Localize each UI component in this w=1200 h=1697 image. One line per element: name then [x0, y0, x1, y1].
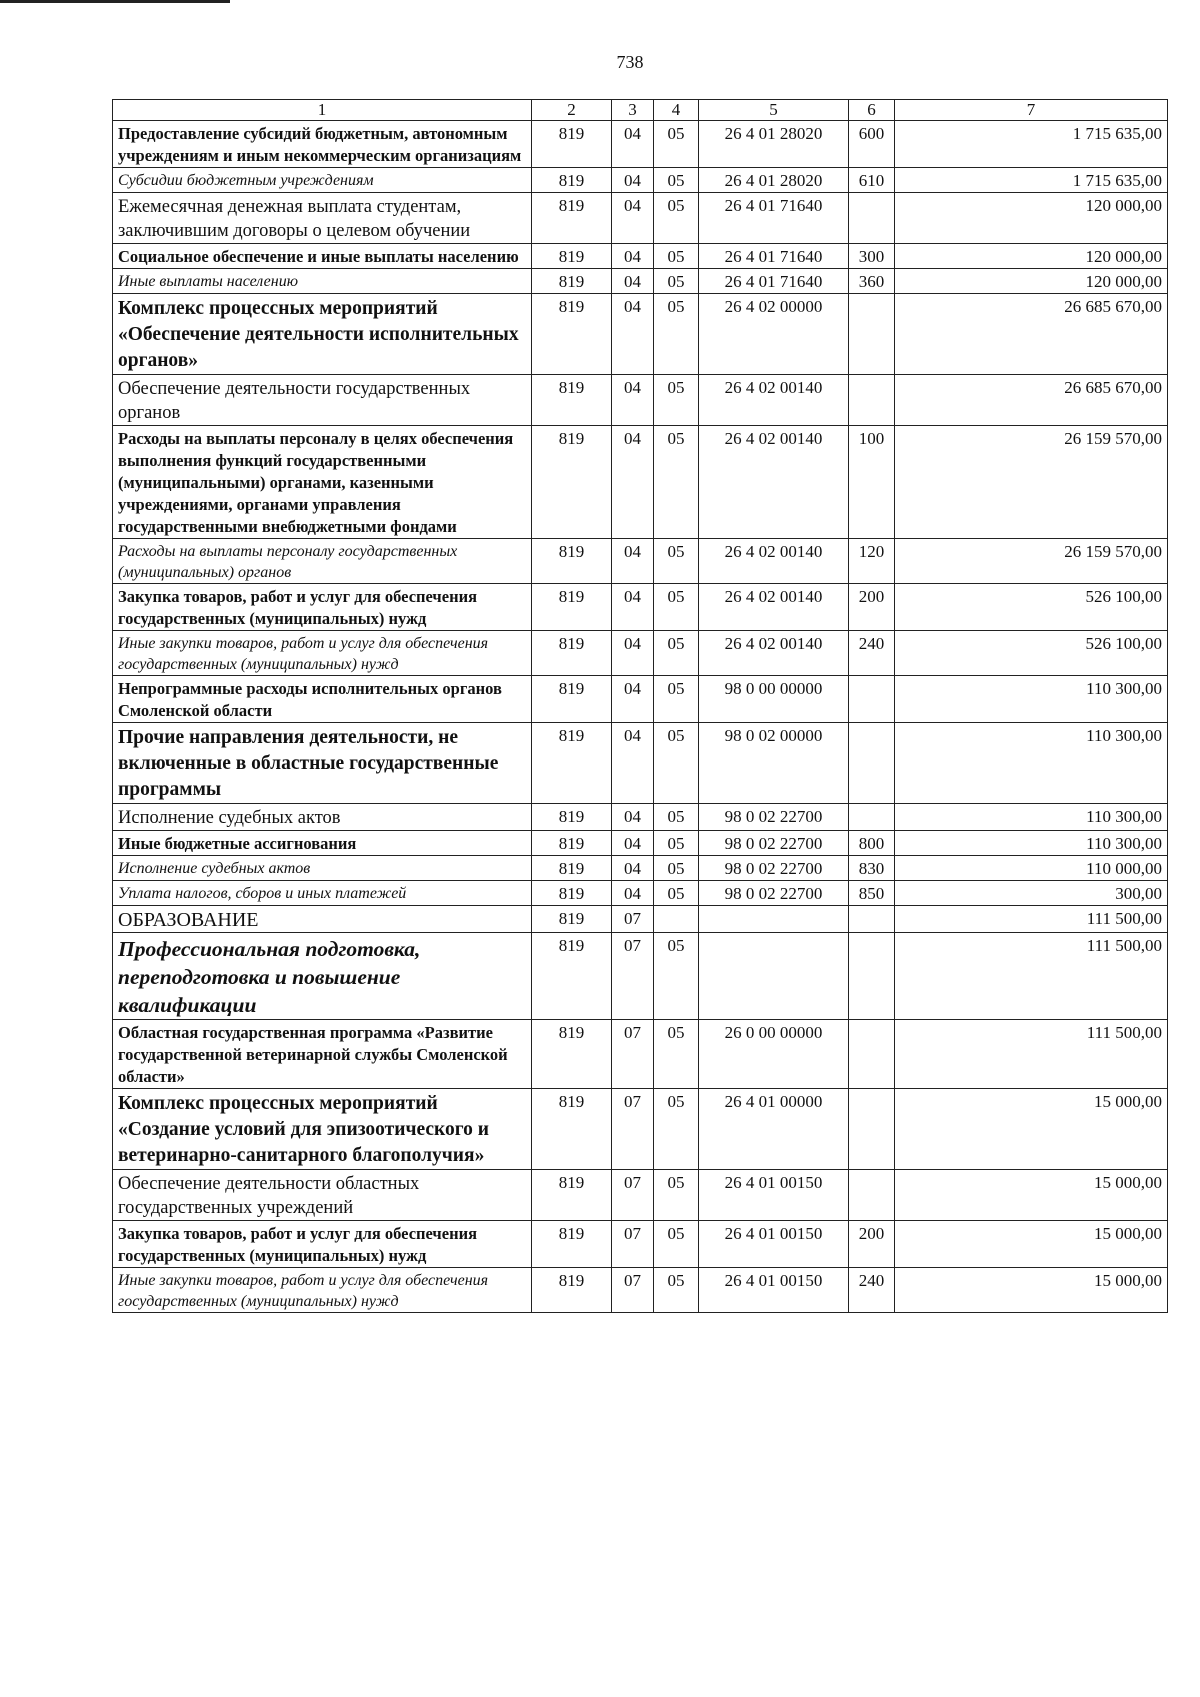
header-cell: 7	[895, 100, 1168, 121]
amount-cell: 26 159 570,00	[895, 426, 1168, 539]
amount-cell: 15 000,00	[895, 1268, 1168, 1313]
amount-cell: 26 685 670,00	[895, 294, 1168, 375]
amount-cell: 111 500,00	[895, 906, 1168, 933]
table-row	[113, 1170, 1168, 1221]
subsection-code-cell: 05	[654, 584, 699, 631]
subsection-code-cell: 05	[654, 168, 699, 193]
subsection-code-cell: 05	[654, 1089, 699, 1170]
section-code-cell: 04	[612, 269, 654, 294]
target-article-cell: 26 4 02 00140	[699, 375, 849, 426]
table-row	[113, 881, 1168, 906]
section-code-cell: 04	[612, 804, 654, 831]
admin-code-cell: 819	[532, 804, 612, 831]
expense-type-cell: 600	[849, 121, 895, 168]
subsection-code-cell: 05	[654, 1020, 699, 1089]
table-row	[113, 1268, 1168, 1313]
expense-type-cell	[849, 723, 895, 804]
admin-code-cell: 819	[532, 426, 612, 539]
admin-code-cell: 819	[532, 375, 612, 426]
header-row	[113, 100, 1168, 121]
section-code-cell: 04	[612, 631, 654, 676]
expense-name-cell: Прочие направления деятельности, не включенные в областные государственные программы	[113, 723, 532, 804]
admin-code-cell: 819	[532, 584, 612, 631]
admin-code-cell: 819	[532, 1089, 612, 1170]
section-code-cell: 04	[612, 831, 654, 856]
section-code-cell: 07	[612, 933, 654, 1020]
admin-code-cell: 819	[532, 294, 612, 375]
admin-code-cell: 819	[532, 631, 612, 676]
section-code-cell: 04	[612, 426, 654, 539]
target-article-cell	[699, 906, 849, 933]
expense-name-cell: Обеспечение деятельности областных государственных учреждений	[113, 1170, 532, 1221]
admin-code-cell: 819	[532, 539, 612, 584]
table-row	[113, 723, 1168, 804]
section-code-cell: 07	[612, 1020, 654, 1089]
amount-cell: 15 000,00	[895, 1089, 1168, 1170]
admin-code-cell: 819	[532, 906, 612, 933]
expense-type-cell: 300	[849, 244, 895, 269]
amount-cell: 15 000,00	[895, 1170, 1168, 1221]
target-article-cell: 98 0 00 00000	[699, 676, 849, 723]
table-body	[113, 121, 1168, 1313]
expense-type-cell	[849, 1020, 895, 1089]
admin-code-cell: 819	[532, 269, 612, 294]
section-code-cell: 04	[612, 244, 654, 269]
amount-cell: 110 300,00	[895, 831, 1168, 856]
expense-type-cell	[849, 375, 895, 426]
amount-cell: 526 100,00	[895, 584, 1168, 631]
expense-type-cell: 800	[849, 831, 895, 856]
section-code-cell: 04	[612, 294, 654, 375]
target-article-cell: 98 0 02 22700	[699, 856, 849, 881]
target-article-cell: 98 0 02 00000	[699, 723, 849, 804]
amount-cell: 111 500,00	[895, 933, 1168, 1020]
amount-cell: 110 000,00	[895, 856, 1168, 881]
amount-cell: 110 300,00	[895, 723, 1168, 804]
section-code-cell: 04	[612, 539, 654, 584]
expense-name-cell: Профессиональная подготовка, переподготовка и повышение квалификации	[113, 933, 532, 1020]
expense-name-cell: Расходы на выплаты персоналу государственных (муниципальных) органов	[113, 539, 532, 584]
target-article-cell: 26 4 01 28020	[699, 168, 849, 193]
admin-code-cell: 819	[532, 193, 612, 244]
table-row	[113, 1020, 1168, 1089]
subsection-code-cell	[654, 906, 699, 933]
expense-type-cell	[849, 1089, 895, 1170]
admin-code-cell: 819	[532, 121, 612, 168]
header-cell: 5	[699, 100, 849, 121]
expense-type-cell: 200	[849, 584, 895, 631]
amount-cell: 120 000,00	[895, 244, 1168, 269]
table-row	[113, 831, 1168, 856]
expense-name-cell: Закупка товаров, работ и услуг для обеспечения государственных (муниципальных) нужд	[113, 1221, 532, 1268]
header-cell: 2	[532, 100, 612, 121]
target-article-cell: 26 4 01 00150	[699, 1170, 849, 1221]
expense-name-cell: Закупка товаров, работ и услуг для обеспечения государственных (муниципальных) нужд	[113, 584, 532, 631]
expense-name-cell: Областная государственная программа «Развитие государственной ветеринарной службы Смоленской области»	[113, 1020, 532, 1089]
table-row	[113, 804, 1168, 831]
table-row	[113, 906, 1168, 933]
amount-cell: 110 300,00	[895, 804, 1168, 831]
section-code-cell: 04	[612, 584, 654, 631]
table-row	[113, 269, 1168, 294]
section-code-cell: 04	[612, 121, 654, 168]
expense-type-cell: 100	[849, 426, 895, 539]
expense-type-cell	[849, 676, 895, 723]
expense-type-cell: 200	[849, 1221, 895, 1268]
section-code-cell: 04	[612, 168, 654, 193]
subsection-code-cell: 05	[654, 1268, 699, 1313]
table-row	[113, 1221, 1168, 1268]
subsection-code-cell: 05	[654, 244, 699, 269]
subsection-code-cell: 05	[654, 193, 699, 244]
section-code-cell: 07	[612, 1170, 654, 1221]
subsection-code-cell: 05	[654, 933, 699, 1020]
section-code-cell: 04	[612, 723, 654, 804]
amount-cell: 110 300,00	[895, 676, 1168, 723]
table-row	[113, 375, 1168, 426]
expense-name-cell: Иные закупки товаров, работ и услуг для обеспечения государственных (муниципальных) нужд	[113, 1268, 532, 1313]
table-row	[113, 631, 1168, 676]
expense-type-cell: 830	[849, 856, 895, 881]
expense-name-cell: Исполнение судебных актов	[113, 804, 532, 831]
target-article-cell: 26 4 02 00140	[699, 426, 849, 539]
expense-type-cell	[849, 906, 895, 933]
subsection-code-cell: 05	[654, 1170, 699, 1221]
table-row	[113, 856, 1168, 881]
section-code-cell: 04	[612, 881, 654, 906]
section-code-cell: 04	[612, 856, 654, 881]
table-row	[113, 426, 1168, 539]
admin-code-cell: 819	[532, 1020, 612, 1089]
amount-cell: 111 500,00	[895, 1020, 1168, 1089]
expense-name-cell: Социальное обеспечение и иные выплаты населению	[113, 244, 532, 269]
subsection-code-cell: 05	[654, 676, 699, 723]
expense-name-cell: ОБРАЗОВАНИЕ	[113, 906, 532, 933]
subsection-code-cell: 05	[654, 539, 699, 584]
expense-name-cell: Иные закупки товаров, работ и услуг для обеспечения государственных (муниципальных) нужд	[113, 631, 532, 676]
expense-type-cell	[849, 193, 895, 244]
expense-name-cell: Расходы на выплаты персоналу в целях обеспечения выполнения функций государственными (муниципальными) органами, казенными учреждениями, органами управления государственными внебюджетными фондами	[113, 426, 532, 539]
header-cell: 1	[113, 100, 532, 121]
target-article-cell: 26 4 01 00150	[699, 1268, 849, 1313]
admin-code-cell: 819	[532, 933, 612, 1020]
target-article-cell: 98 0 02 22700	[699, 831, 849, 856]
amount-cell: 1 715 635,00	[895, 168, 1168, 193]
admin-code-cell: 819	[532, 831, 612, 856]
header-cell: 3	[612, 100, 654, 121]
amount-cell: 120 000,00	[895, 269, 1168, 294]
admin-code-cell: 819	[532, 1170, 612, 1221]
section-code-cell: 07	[612, 906, 654, 933]
target-article-cell: 98 0 02 22700	[699, 804, 849, 831]
target-article-cell: 98 0 02 22700	[699, 881, 849, 906]
subsection-code-cell: 05	[654, 881, 699, 906]
expense-name-cell: Иные выплаты населению	[113, 269, 532, 294]
target-article-cell	[699, 933, 849, 1020]
expense-name-cell: Субсидии бюджетным учреждениям	[113, 168, 532, 193]
subsection-code-cell: 05	[654, 631, 699, 676]
expense-type-cell: 240	[849, 631, 895, 676]
admin-code-cell: 819	[532, 1268, 612, 1313]
scan-edge-line	[0, 0, 230, 3]
target-article-cell: 26 4 02 00140	[699, 631, 849, 676]
section-code-cell: 07	[612, 1268, 654, 1313]
subsection-code-cell: 05	[654, 294, 699, 375]
table-row	[113, 933, 1168, 1020]
table-row	[113, 1089, 1168, 1170]
expense-name-cell: Предоставление субсидий бюджетным, автономным учреждениям и иным некоммерческим организациям	[113, 121, 532, 168]
admin-code-cell: 819	[532, 856, 612, 881]
amount-cell: 526 100,00	[895, 631, 1168, 676]
table-row	[113, 121, 1168, 168]
target-article-cell: 26 4 02 00140	[699, 584, 849, 631]
expense-type-cell: 610	[849, 168, 895, 193]
expense-name-cell: Комплекс процессных мероприятий «Обеспечение деятельности исполнительных органов»	[113, 294, 532, 375]
admin-code-cell: 819	[532, 1221, 612, 1268]
subsection-code-cell: 05	[654, 375, 699, 426]
budget-table	[112, 99, 1168, 1313]
amount-cell: 26 685 670,00	[895, 375, 1168, 426]
amount-cell: 300,00	[895, 881, 1168, 906]
admin-code-cell: 819	[532, 244, 612, 269]
expense-type-cell: 120	[849, 539, 895, 584]
expense-type-cell	[849, 933, 895, 1020]
page-number: 738	[616, 52, 644, 72]
target-article-cell: 26 4 01 71640	[699, 244, 849, 269]
header-cell: 6	[849, 100, 895, 121]
section-code-cell: 04	[612, 676, 654, 723]
admin-code-cell: 819	[532, 881, 612, 906]
subsection-code-cell: 05	[654, 426, 699, 539]
subsection-code-cell: 05	[654, 723, 699, 804]
table-row	[113, 244, 1168, 269]
table-row	[113, 294, 1168, 375]
expense-name-cell: Ежемесячная денежная выплата студентам, заключившим договоры о целевом обучении	[113, 193, 532, 244]
expense-type-cell	[849, 804, 895, 831]
amount-cell: 120 000,00	[895, 193, 1168, 244]
subsection-code-cell: 05	[654, 1221, 699, 1268]
expense-type-cell: 240	[849, 1268, 895, 1313]
expense-name-cell: Обеспечение деятельности государственных органов	[113, 375, 532, 426]
expense-name-cell: Исполнение судебных актов	[113, 856, 532, 881]
expense-name-cell: Непрограммные расходы исполнительных органов Смоленской области	[113, 676, 532, 723]
admin-code-cell: 819	[532, 723, 612, 804]
expense-type-cell	[849, 1170, 895, 1221]
amount-cell: 1 715 635,00	[895, 121, 1168, 168]
expense-type-cell: 850	[849, 881, 895, 906]
target-article-cell: 26 4 02 00140	[699, 539, 849, 584]
expense-type-cell: 360	[849, 269, 895, 294]
table-row	[113, 168, 1168, 193]
header-cell: 4	[654, 100, 699, 121]
expense-name-cell: Комплекс процессных мероприятий «Создание условий для эпизоотического и ветеринарно-санитарного благополучия»	[113, 1089, 532, 1170]
target-article-cell: 26 4 02 00000	[699, 294, 849, 375]
section-code-cell: 07	[612, 1089, 654, 1170]
expense-type-cell	[849, 294, 895, 375]
table-row	[113, 676, 1168, 723]
subsection-code-cell: 05	[654, 856, 699, 881]
target-article-cell: 26 4 01 00150	[699, 1221, 849, 1268]
section-code-cell: 04	[612, 193, 654, 244]
admin-code-cell: 819	[532, 676, 612, 723]
target-article-cell: 26 4 01 00000	[699, 1089, 849, 1170]
expense-name-cell: Уплата налогов, сборов и иных платежей	[113, 881, 532, 906]
section-code-cell: 07	[612, 1221, 654, 1268]
expense-name-cell: Иные бюджетные ассигнования	[113, 831, 532, 856]
target-article-cell: 26 4 01 71640	[699, 269, 849, 294]
table-row	[113, 539, 1168, 584]
subsection-code-cell: 05	[654, 804, 699, 831]
target-article-cell: 26 0 00 00000	[699, 1020, 849, 1089]
target-article-cell: 26 4 01 28020	[699, 121, 849, 168]
amount-cell: 26 159 570,00	[895, 539, 1168, 584]
target-article-cell: 26 4 01 71640	[699, 193, 849, 244]
section-code-cell: 04	[612, 375, 654, 426]
subsection-code-cell: 05	[654, 121, 699, 168]
table-row	[113, 584, 1168, 631]
amount-cell: 15 000,00	[895, 1221, 1168, 1268]
admin-code-cell: 819	[532, 168, 612, 193]
subsection-code-cell: 05	[654, 269, 699, 294]
table-row	[113, 193, 1168, 244]
subsection-code-cell: 05	[654, 831, 699, 856]
